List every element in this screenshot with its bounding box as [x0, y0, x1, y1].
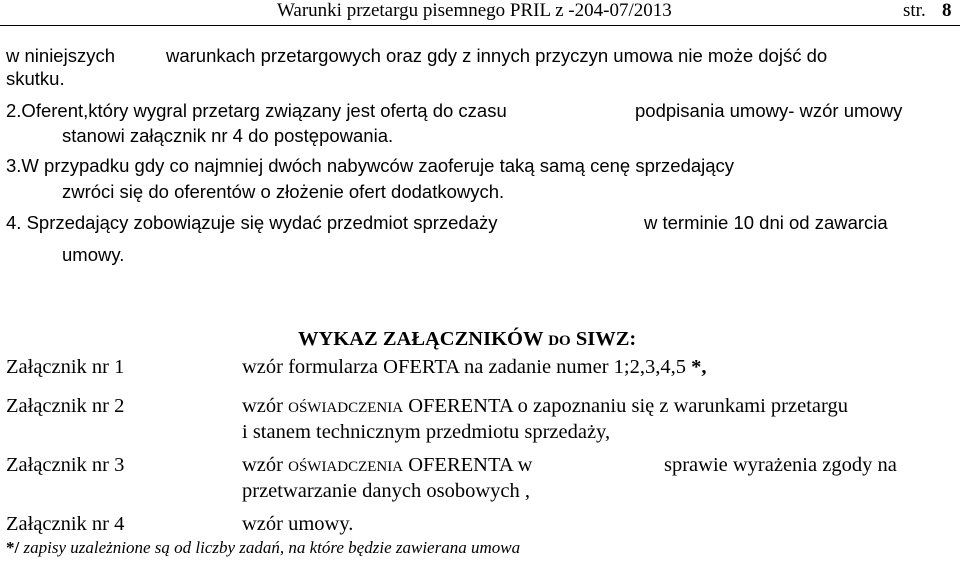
attachment-3-text-b: OŚWIADCZENIA: [288, 459, 404, 475]
paragraph-2-line-2: stanowi załącznik nr 4 do postępowania.: [62, 125, 394, 146]
page-number: 8: [942, 0, 952, 21]
attachment-2-description-line-2: i stanem technicznym przedmiotu sprzedaży,: [242, 421, 611, 443]
attachment-1-mark: *,: [691, 356, 707, 378]
attachment-1-description: [242, 356, 707, 379]
paragraph-4-line-2: umowy.: [62, 244, 125, 265]
paragraph-4-line-1-right: w terminie 10 dni od zawarcia: [644, 212, 888, 233]
footnote-mark: */: [6, 538, 20, 557]
wykaz-heading-part-3: SIWZ:: [575, 328, 637, 350]
paragraph-1-line-1-left: w niniejszych: [6, 45, 115, 66]
page-header-title: Warunki przetargu pisemnego PRIL z -204-07/2013: [277, 0, 672, 21]
paragraph-4-line-1-left: 4. Sprzedający zobowiązuje się wydać przedmiot sprzedaży: [6, 212, 498, 233]
attachment-2-text-a: wzór: [242, 395, 289, 417]
page-number-label: str.: [903, 0, 926, 21]
header-divider: [0, 25, 960, 26]
wykaz-heading-part-1: WYKAZ ZAŁĄCZNIKÓW: [298, 328, 544, 350]
footnote-text: zapisy uzależnione są od liczby zadań, na które będzie zawierana umowa: [19, 538, 521, 557]
paragraph-3-line-1: 3.W przypadku gdy co najmniej dwóch nabywców zaoferuje taką samą cenę sprzedający: [6, 155, 735, 176]
paragraph-1-line-2: skutku.: [6, 68, 65, 89]
wykaz-heading: [298, 328, 636, 351]
attachment-2-text-c: OFERENTA o zapoznaniu się z warunkami przetargu: [403, 395, 848, 417]
footnote: [6, 538, 520, 558]
attachment-3-description-line-1: [242, 454, 956, 477]
paragraph-4-line-1: [6, 212, 956, 234]
attachment-3-text-right: sprawie wyrażenia zgody na: [664, 454, 897, 476]
attachment-3-text-c: OFERENTA w: [403, 454, 533, 476]
wykaz-heading-part-2: DO: [548, 333, 571, 349]
attachment-2-text-b: OŚWIADCZENIA: [288, 400, 404, 416]
paragraph-2-line-1-right: podpisania umowy- wzór umowy: [635, 100, 903, 121]
attachment-2-label: Załącznik nr 2: [6, 395, 125, 417]
attachment-2-description-line-1: [242, 395, 848, 418]
attachment-4-description: wzór umowy.: [242, 513, 354, 535]
paragraph-2-line-1-left: 2.Oferent,który wygral przetarg związany jest ofertą do czasu: [6, 100, 507, 121]
paragraph-1-line-1: [6, 45, 920, 67]
attachment-1-text: wzór formularza OFERTA na zadanie numer 1;2,3,4,5: [242, 356, 692, 378]
attachment-3-description-line-2: przetwarzanie danych osobowych ,: [242, 480, 531, 502]
paragraph-2-line-1: [6, 100, 920, 122]
paragraph-1-line-1-right: warunkach przetargowych oraz gdy z innych przyczyn umowa nie może dojść do: [166, 45, 828, 66]
attachment-4-label: Załącznik nr 4: [6, 513, 125, 535]
paragraph-3-line-2: zwróci się do oferentów o złożenie ofert dodatkowych.: [62, 181, 505, 202]
attachment-1-label: Załącznik nr 1: [6, 356, 125, 378]
attachment-3-text-a: wzór: [242, 454, 289, 476]
attachment-3-label: Załącznik nr 3: [6, 454, 125, 476]
